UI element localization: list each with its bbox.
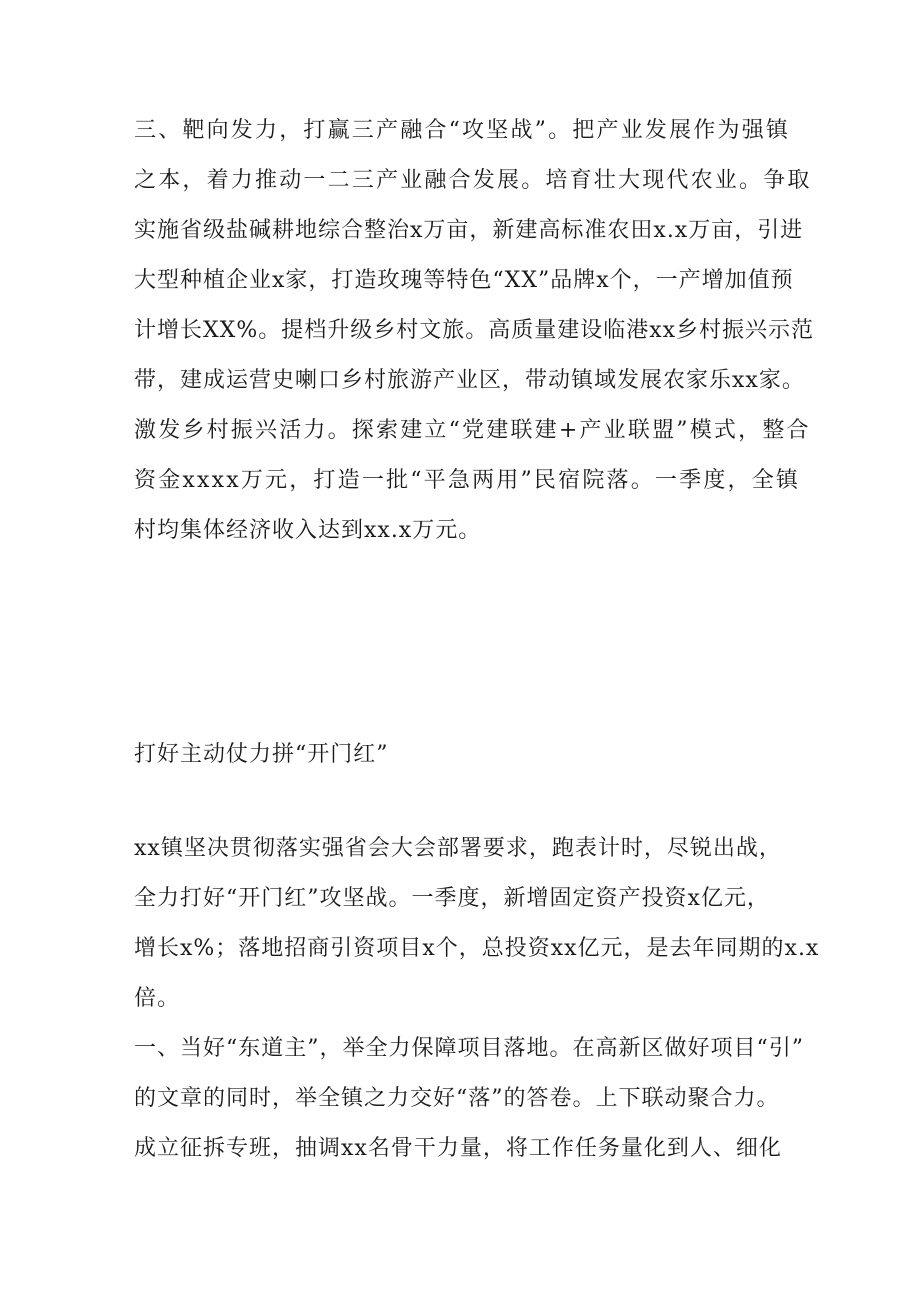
paragraph-line: 计增长XX%。提档升级乡村文旅。高质量建设临港xx乡村振兴示范 <box>134 318 815 343</box>
paragraph-line: 激发乡村振兴活力。探索建立“党建联建+产业联盟”模式，整合 <box>134 418 811 443</box>
paragraph-line: 带，建成运营史喇口乡村旅游产业区，带动镇域发展农家乐xx家。 <box>134 368 805 393</box>
paragraph-line: 实施省级盐碱耕地综合整治x万亩，新建高标准农田x.x万亩，引进 <box>134 218 804 243</box>
paragraph-line: 倍。 <box>134 986 181 1011</box>
paragraph-line: 村均集体经济收入达到xx.x万元。 <box>134 518 482 543</box>
paragraph-line: 三、靶向发力，打赢三产融合“攻坚战”。把产业发展作为强镇 <box>134 118 791 143</box>
paragraph-line: xx镇坚决贯彻落实强省会大会部署要求，跑表计时，尽锐出战， <box>134 836 782 861</box>
paragraph-line: 的文章的同时，举全镇之力交好“落”的答卷。上下联动聚合力。 <box>134 1086 780 1111</box>
paragraph-line: 全力打好“开门红”攻坚战。一季度，新增固定资产投资x亿元， <box>134 886 770 911</box>
section-heading: 打好主动仗力拼“开门红” <box>134 742 389 767</box>
paragraph-line: 资金xxxx万元，打造一批“平急两用”民宿院落。一季度，全镇 <box>134 468 801 493</box>
paragraph-line: 增长x%；落地招商引资项目x个，总投资xx亿元，是去年同期的x.x <box>134 936 820 961</box>
paragraph-line: 大型种植企业x家，打造玫瑰等特色“XX”品牌x个，一产增加值预 <box>134 268 794 293</box>
paragraph-line: 之本，着力推动一二三产业融合发展。培育壮大现代农业。争取 <box>134 168 812 193</box>
paragraph-line: 一、当好“东道主”，举全力保障项目落地。在高新区做好项目“引” <box>134 1036 804 1061</box>
paragraph-line: 成立征拆专班，抽调xx名骨干力量，将工作任务量化到人、细化 <box>134 1136 782 1161</box>
